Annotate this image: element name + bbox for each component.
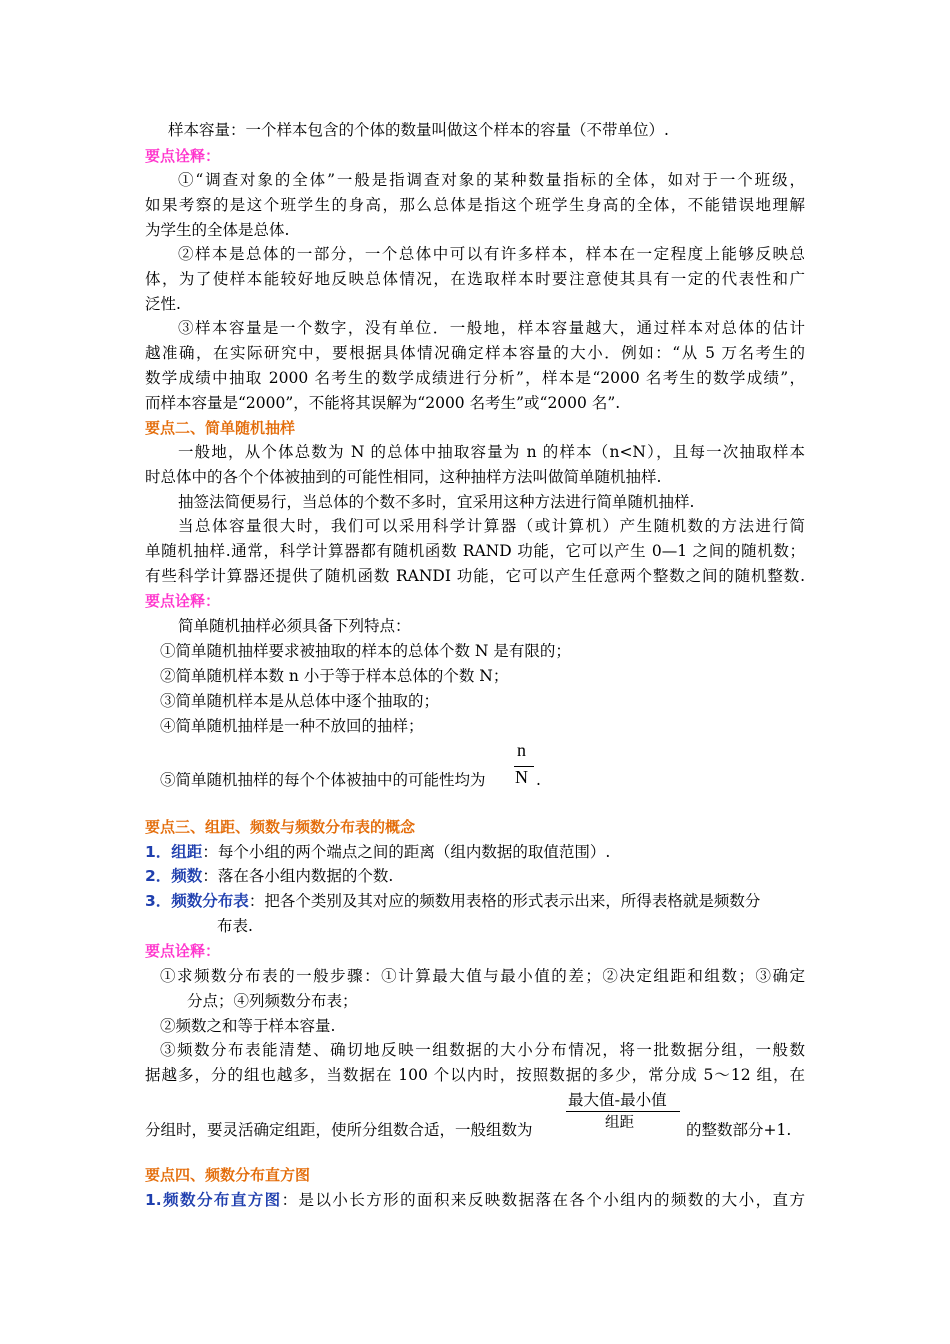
fraction-numerator: n [517,740,526,760]
note-heading: 要点诠释： [145,147,221,165]
item-number: 1． [145,843,172,861]
definition-text: ：把各个类别及其对应的频数用表格的形式表示出来，所得表格就是频数分 [248,892,761,910]
item-number: 2． [145,867,172,885]
paragraph-line: 抽签法简便易行，当总体的个数不多时，宜采用这种方法进行简单随机抽样. [178,493,695,511]
paragraph-line: 当总体容量很大时，我们可以采用科学计算器（或计算机）产生随机数的方法进行简 [178,517,805,535]
term: 频数分布表 [171,892,249,910]
paragraph-line: 时总体中的各个个体被抽到的可能性相同，这种抽样方法叫做简单随机抽样. [145,468,662,486]
sample-size-definition: 样本容量：一个样本包含的个体的数量叫做这个样本的容量（不带单位）. [168,121,669,139]
paragraph-line: 泛性. [145,295,181,313]
definition-item [145,891,760,911]
paragraph-line: 分组时，要灵活确定组距，使所分组数合适，一般组数为 [145,1121,533,1139]
paragraph-line: 单随机抽样.通常，科学计算器都有随机函数 RAND 功能，它可以产生 0—1 之间的随机数； [145,542,805,560]
list-item: ③简单随机样本是从总体中逐个抽取的； [160,692,440,710]
section-heading: 要点二、简单随机抽样 [145,419,296,437]
list-item: ①简单随机抽样要求被抽取的样本的总体个数 N 是有限的； [160,642,571,660]
list-item: ⑤简单随机抽样的每个个体被抽中的可能性均为 [160,771,486,789]
list-item: ③频数分布表能清楚、确切地反映一组数据的大小分布情况，将一批数据分组，一般数 [160,1041,805,1059]
paragraph-line: 有些科学计算器还提供了随机函数 RANDI 功能，它可以产生任意两个整数之间的随机整数. [145,567,805,585]
list-item: 简单随机抽样必须具备下列特点： [178,617,411,635]
term: 组距 [171,843,203,861]
list-item: ②简单随机样本数 n 小于等于样本总体的个数 N； [160,667,509,685]
fraction-denominator: N [515,767,528,787]
item-number: 3． [145,892,172,910]
fraction-bar [566,1111,680,1112]
paragraph-line: 的整数部分+1. [686,1121,792,1139]
definition-item [145,1190,805,1210]
list-item: ②频数之和等于样本容量. [160,1017,336,1035]
definition-text: ：是以小长方形的面积来反映数据落在各个小组内的频数的大小，直方 [281,1191,805,1209]
definition-item [145,866,393,886]
list-item: 分点；④列频数分布表； [187,992,358,1010]
period: . [536,771,541,789]
paragraph-line: 体，为了使样本能较好地反映总体情况，在选取样本时要注意使其具有一定的代表性和广 [145,270,805,288]
term: 1.频数分布直方图 [145,1191,282,1209]
definition-text: ：落在各小组内数据的个数. [202,867,394,885]
paragraph-line: 而样本容量是“2000”，不能将其误解为“2000 名考生”或“2000 名”. [145,394,621,412]
fraction-denominator: 组距 [605,1115,634,1131]
fraction-numerator: 最大值-最小值 [568,1091,667,1109]
paragraph-line: ①“调查对象的全体”一般是指调查对象的某种数量指标的全体，如对于一个班级， [178,171,805,189]
definition-item [145,842,610,862]
section-heading: 要点四、频数分布直方图 [145,1166,311,1184]
list-item: ①求频数分布表的一般步骤：①计算最大值与最小值的差；②决定组距和组数；③确定 [160,967,805,985]
paragraph-line: ③样本容量是一个数字，没有单位．一般地，样本容量越大，通过样本对总体的估计 [178,319,805,337]
definition-text: ：每个小组的两个端点之间的距离（组内数据的取值范围）. [202,843,611,861]
paragraph-line: ②样本是总体的一部分，一个总体中可以有许多样本，样本在一定程度上能够反映总 [178,245,805,263]
paragraph-line: 据越多，分的组也越多，当数据在 100 个以内时，按照数据的多少，常分成 5～12 组，在 [145,1066,805,1084]
definition-continuation: 布表. [217,917,253,935]
section-heading: 要点三、组距、频数与频数分布表的概念 [145,818,416,836]
note-heading: 要点诠释： [145,592,221,610]
paragraph-line: 一般地，从个体总数为 N 的总体中抽取容量为 n 的样本（n<N），且每一次抽取样本 [178,443,805,461]
paragraph-line: 为学生的全体是总体. [145,221,290,239]
paragraph-line: 越准确，在实际研究中，要根据具体情况确定样本容量的大小．例如：“从 5 万名考生的 [145,344,805,362]
list-item: ④简单随机抽样是一种不放回的抽样； [160,717,424,735]
note-heading: 要点诠释： [145,942,221,960]
paragraph-line: 如果考察的是这个班学生的身高，那么总体是指这个班学生身高的全体，不能错误地理解 [145,196,805,214]
paragraph-line: 数学成绩中抽取 2000 名考生的数学成绩进行分析”，样本是“2000 名考生的数学成绩”， [145,369,805,387]
term: 频数 [171,867,203,885]
